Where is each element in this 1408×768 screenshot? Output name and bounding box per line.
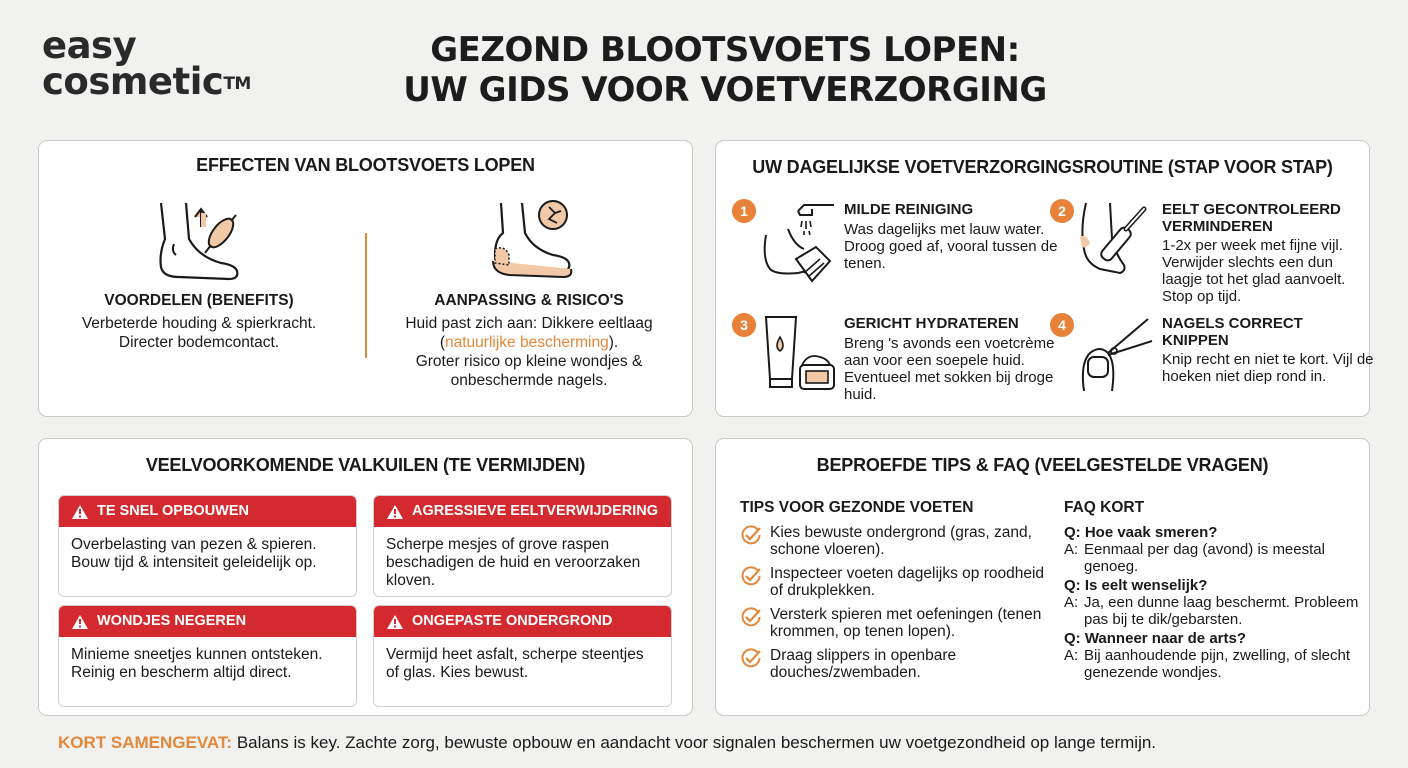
tip-item <box>740 565 1050 599</box>
tips-heading: TIPS VOOR GEZONDE VOETEN <box>740 499 974 516</box>
faq-answer <box>1064 647 1364 681</box>
step-heading: EELT GECONTROLEERD VERMINDEREN <box>1162 201 1341 235</box>
brand-logo <box>42 24 251 103</box>
tip-text: Draag slippers in openbare douches/zwembaden. <box>770 647 957 681</box>
tip-text: Kies bewuste ondergrond (gras, zand, schone vloeren). <box>770 524 1032 558</box>
foot-muscle-icon <box>149 199 249 284</box>
brand-name-line2: cosmetic <box>42 60 224 103</box>
answer-label: A: <box>1064 541 1079 558</box>
risks-line3: Groter risico op kleine wondjes & <box>415 353 643 370</box>
answer-text: Eenmaal per dag (avond) is meestal genoeg. <box>1084 541 1325 575</box>
pitfall-item <box>373 495 672 597</box>
step-text: Breng 's avonds een voetcrème aan voor een soepele huid. Eventueel met sokken bij droge huid. <box>844 335 1055 403</box>
routine-step-1 <box>732 199 1058 299</box>
tips-faq-card <box>715 438 1370 716</box>
risks-section <box>369 199 689 390</box>
natural-protection-highlight: natuurlijke bescherming <box>445 334 609 351</box>
nail-scissors-icon <box>1076 313 1158 393</box>
step-heading: GERICHT HYDRATEREN <box>844 315 1019 332</box>
benefits-heading: VOORDELEN (BENEFITS) <box>104 292 294 309</box>
tips-section <box>740 499 1050 688</box>
faq-answer <box>1064 541 1364 575</box>
cream-tube-icon <box>758 313 840 393</box>
risks-heading: AANPASSING & RISICO'S <box>434 292 624 309</box>
warning-icon <box>386 504 404 520</box>
warning-icon <box>71 504 89 520</box>
routine-step-3 <box>732 313 1055 413</box>
summary-label: KORT SAMENGEVAT: <box>58 733 233 752</box>
section-divider <box>365 233 367 358</box>
warning-icon <box>71 614 89 630</box>
answer-label: A: <box>1064 594 1079 611</box>
pitfall-text: Vermijd heet asfalt, scherpe steentjes of glas. Kies bewust. <box>386 646 644 681</box>
pitfall-item <box>58 495 357 597</box>
trademark: TM <box>223 74 251 94</box>
faq-heading: FAQ KORT <box>1064 499 1145 516</box>
step-heading: MILDE REINIGING <box>844 201 974 218</box>
page-title-line1: GEZOND BLOOTSVOETS LOPEN: <box>430 30 1020 70</box>
tip-item <box>740 524 1050 558</box>
effects-title: EFFECTEN VAN BLOOTSVOETS LOPEN <box>196 155 535 175</box>
step-text: Knip recht en niet te kort. Vijl de hoeken niet diep rond in. <box>1162 351 1374 385</box>
answer-label: A: <box>1064 647 1079 664</box>
pitfall-heading: ONGEPASTE ONDERGROND <box>412 613 613 629</box>
check-circle-icon <box>740 565 762 587</box>
tip-text: Versterk spieren met oefeningen (tenen krommen, op tenen lopen). <box>770 606 1042 640</box>
tip-item <box>740 647 1050 681</box>
risks-line1: Huid past zich aan: Dikkere eeltlaag <box>405 315 653 332</box>
pitfall-text: Minieme sneetjes kunnen ontsteken. Reinig en bescherm altijd direct. <box>71 646 323 681</box>
step-number-badge: 4 <box>1050 313 1074 337</box>
step-text: 1-2x per week met fijne vijl. Verwijder slechts een dun laagje tot het glad aanvoelt. Stop op tijd. <box>1162 237 1346 305</box>
tip-item <box>740 606 1050 640</box>
page-title-line2: UW GIDS VOOR VOETVERZORGING <box>403 70 1047 110</box>
answer-text: Ja, een dunne laag beschermt. Probleem pas bij te dik/gebarsten. <box>1084 594 1359 628</box>
benefits-line2: Directer bodemcontact. <box>118 334 280 351</box>
summary-bar <box>58 733 1156 753</box>
page-title <box>380 30 1070 110</box>
brand-name-line1: easy <box>42 24 137 67</box>
foot-file-icon <box>1076 199 1158 289</box>
routine-title: UW DAGELIJKSE VOETVERZORGINGSROUTINE (STAP VOOR STAP) <box>752 157 1333 177</box>
warning-icon <box>386 614 404 630</box>
faq-answer <box>1064 594 1364 628</box>
faq-section <box>1064 499 1364 681</box>
effects-card <box>38 140 693 417</box>
benefits-line1: Verbeterde houding & spierkracht. <box>81 315 317 332</box>
routine-card <box>715 140 1374 417</box>
check-circle-icon <box>740 524 762 546</box>
step-number-badge: 1 <box>732 199 756 223</box>
pitfall-heading: WONDJES NEGEREN <box>97 613 247 629</box>
risks-paren-open: ( <box>439 334 445 351</box>
foot-wash-icon <box>758 199 840 289</box>
check-circle-icon <box>740 647 762 669</box>
foot-callus-icon <box>479 199 579 284</box>
pitfall-item <box>58 605 357 707</box>
tips-faq-title: BEPROEFDE TIPS & FAQ (VEELGESTELDE VRAGEN) <box>816 455 1269 475</box>
faq-question: Q: Hoe vaak smeren? <box>1064 524 1218 541</box>
step-number-badge: 2 <box>1050 199 1074 223</box>
step-text: Was dagelijks met lauw water. Droog goed af, vooral tussen de tenen. <box>844 221 1058 272</box>
faq-question: Q: Is eelt wenselijk? <box>1064 577 1208 594</box>
pitfall-text: Scherpe mesjes of grove raspen beschadigen de huid en veroorzaken kloven. <box>386 536 641 589</box>
routine-step-2 <box>1050 199 1370 305</box>
pitfall-item <box>373 605 672 707</box>
check-circle-icon <box>740 606 762 628</box>
faq-question: Q: Wanneer naar de arts? <box>1064 630 1246 647</box>
answer-text: Bij aanhoudende pijn, zwelling, of slecht genezende wondjes. <box>1084 647 1351 681</box>
risks-line4: onbeschermde nagels. <box>450 372 608 389</box>
step-heading: NAGELS CORRECT KNIPPEN <box>1162 315 1303 349</box>
routine-step-4 <box>1050 313 1374 413</box>
pitfall-heading: AGRESSIEVE EELTVERWIJDERING <box>412 503 659 519</box>
pitfalls-title: VEELVOORKOMENDE VALKUILEN (TE VERMIJDEN) <box>145 455 586 475</box>
pitfall-text: Overbelasting van pezen & spieren. Bouw tijd & intensiteit geleidelijk op. <box>71 536 317 571</box>
pitfalls-card <box>38 438 693 716</box>
pitfall-heading: TE SNEL OPBOUWEN <box>97 503 249 519</box>
tip-text: Inspecteer voeten dagelijks op roodheid of drukplekken. <box>770 565 1045 599</box>
benefits-section <box>39 199 359 352</box>
summary-text: Balans is key. Zachte zorg, bewuste opbouw en aandacht voor signalen beschermen uw voetgezondheid op lange termijn. <box>236 733 1157 752</box>
risks-paren-close: ). <box>608 334 619 351</box>
step-number-badge: 3 <box>732 313 756 337</box>
